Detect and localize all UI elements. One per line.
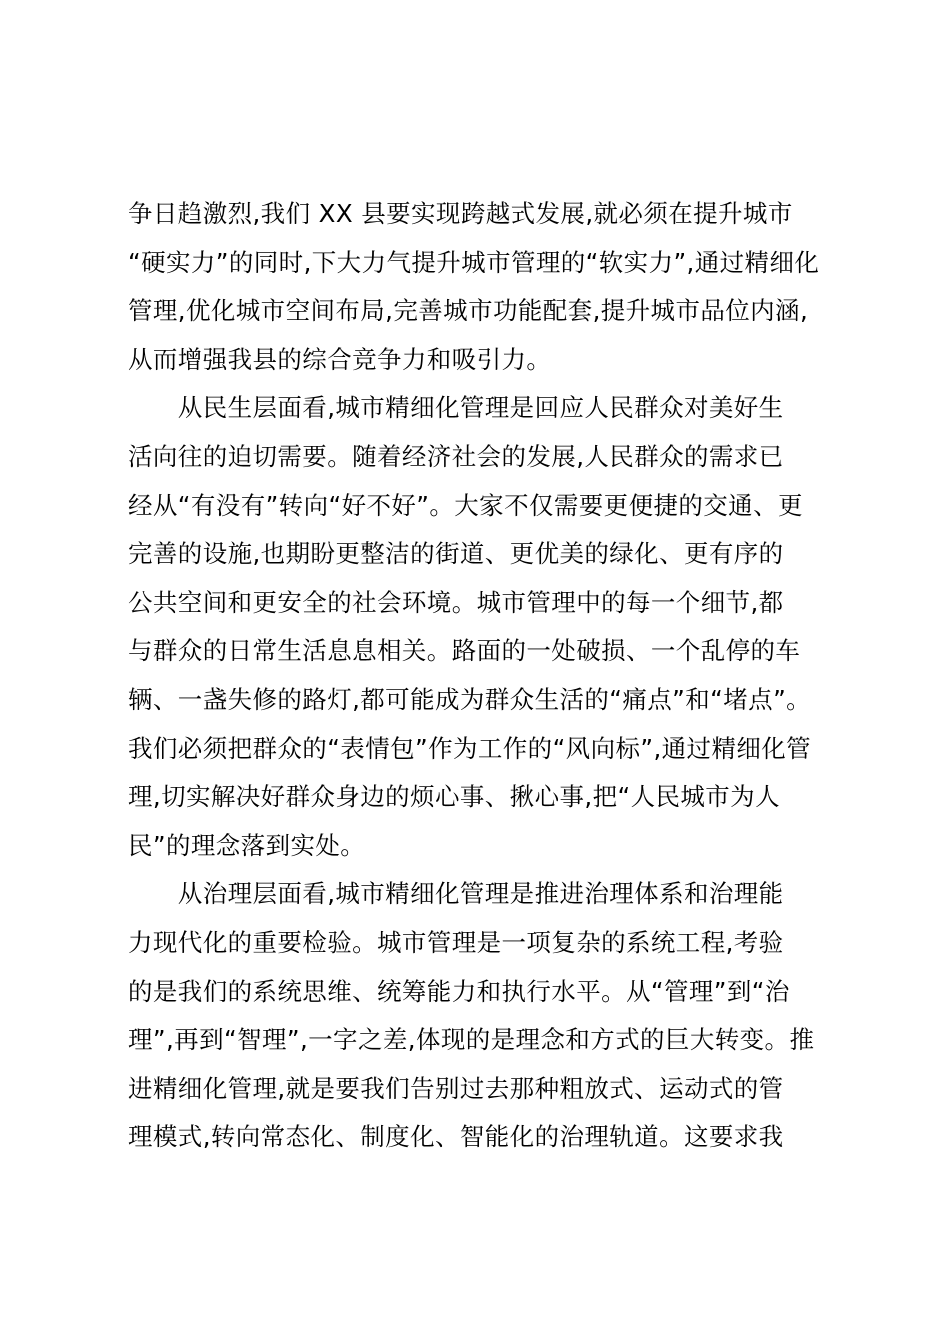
text-line: 从而增强我县的综合竞争力和吸引力。 — [128, 344, 552, 374]
text-line: 争日趋激烈,我们 XX 县要实现跨越式发展,就必须在提升城市 — [128, 199, 793, 228]
text-line: “硬实力”的同时,下大力气提升城市管理的“软实力”,通过精细化 — [128, 247, 820, 277]
text-line: 经从“有没有”转向“好不好”。大家不仅需要更便捷的交通、更 — [128, 490, 803, 520]
text-line: 力现代化的重要检验。城市管理是一项复杂的系统工程,考验 — [128, 927, 784, 957]
text-line: 的是我们的系统思维、统筹能力和执行水平。从“管理”到“治 — [128, 976, 790, 1006]
text-line: 进精细化管理,就是要我们告别过去那种粗放式、运动式的管 — [128, 1073, 784, 1103]
text-line: 理模式,转向常态化、制度化、智能化的治理轨道。这要求我 — [128, 1122, 784, 1152]
text-line: 理,切实解决好群众身边的烦心事、揪心事,把“人民城市为人 — [128, 782, 780, 812]
text-line: 理”,再到“智理”,一字之差,体现的是理念和方式的巨大转变。推 — [128, 1025, 815, 1055]
body-text — [128, 190, 822, 1162]
text-line: 管理,优化城市空间布局,完善城市功能配套,提升城市品位内涵, — [128, 296, 809, 326]
paragraph-start-line: 从民生层面看,城市精细化管理是回应人民群众对美好生 — [128, 393, 784, 423]
text-line: 公共空间和更安全的社会环境。城市管理中的每一个细节,都 — [128, 587, 784, 617]
text-line: 辆、一盏失修的路灯,都可能成为群众生活的“痛点”和“堵点”。 — [128, 684, 812, 714]
paragraph-start-line: 从治理层面看,城市精细化管理是推进治理体系和治理能 — [128, 879, 784, 909]
text-line: 活向往的迫切需要。随着经济社会的发展,人民群众的需求已 — [128, 441, 784, 471]
text-line: 与群众的日常生活息息相关。路面的一处破损、一个乱停的车 — [128, 636, 801, 666]
text-line: 我们必须把群众的“表情包”作为工作的“风向标”,通过精细化管 — [128, 733, 812, 763]
text-line: 民”的理念落到实处。 — [128, 830, 366, 860]
text-line: 完善的设施,也期盼更整洁的街道、更优美的绿化、更有序的 — [128, 539, 784, 569]
